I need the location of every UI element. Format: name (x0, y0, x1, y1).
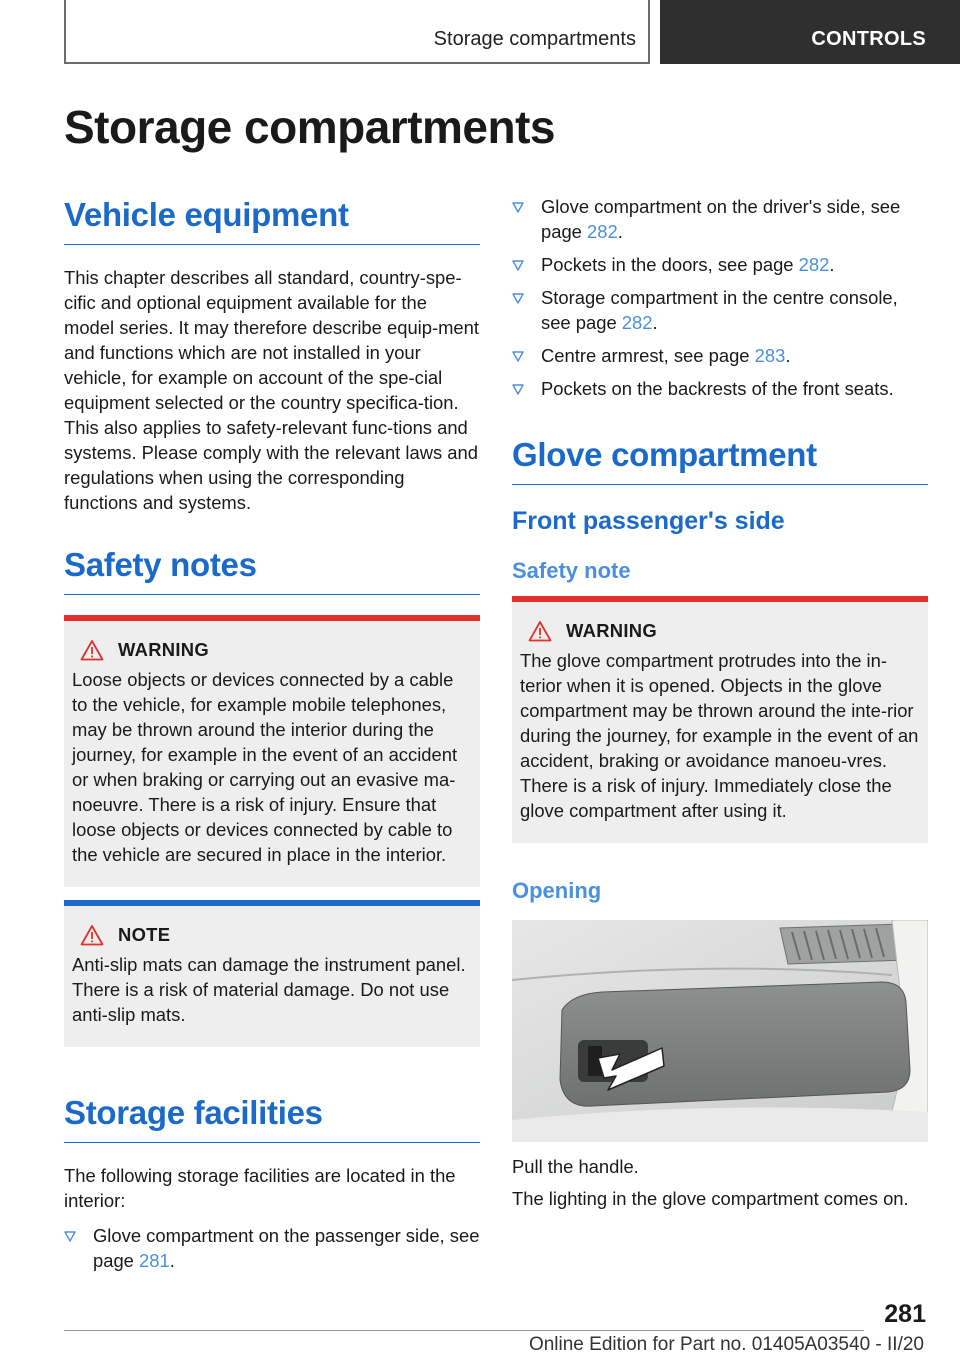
bullet-triangle-icon (512, 293, 524, 304)
list-item: Centre armrest, see page 283. (512, 343, 928, 368)
page-link[interactable]: 281 (139, 1250, 170, 1271)
list-item: Storage compartment in the centre console, see page 282. (512, 285, 928, 335)
warning-text: The glove compartment protrudes into the in-terior when it is opened. Objects in the glove compartment may be thrown around the inte-rior during the journey, for example in the event of an accident, braking or avoidance manoeu-vres. There is a risk of injury. Immediately close the glove compartment after using it. (520, 650, 919, 821)
glove-compartment-section (512, 436, 928, 584)
page-link[interactable]: 283 (754, 345, 786, 366)
note-section (64, 900, 480, 1047)
header-rule-right (648, 0, 650, 64)
page-number: 281 (884, 1300, 926, 1328)
page-link[interactable]: 282 (587, 221, 618, 242)
safety-notes-section (64, 546, 480, 887)
safety-note-heading: Safety note (512, 558, 631, 583)
air-vent (780, 924, 908, 964)
note-text: Anti-slip mats can damage the instrument panel. There is a risk of material damage. Do not use anti-slip mats. (72, 954, 466, 1025)
storage-facilities-intro: The following storage facilities are located in the interior: (64, 1165, 456, 1211)
header-rule-left (64, 0, 66, 64)
safety-notes-heading: Safety notes (64, 546, 480, 595)
page-link[interactable]: 282 (798, 254, 830, 275)
opening-step-2: The lighting in the glove compartment comes on. (512, 1188, 909, 1209)
opening-steps (512, 1154, 928, 1211)
bullet-triangle-icon (512, 351, 524, 362)
bullet-triangle-icon (512, 202, 524, 213)
list-item: Pockets on the backrests of the front seats. (512, 376, 928, 401)
note-label: NOTE (118, 924, 171, 945)
storage-list-right (512, 194, 928, 401)
storage-facilities-section (64, 1094, 480, 1281)
storage-facilities-heading: Storage facilities (64, 1094, 480, 1143)
glove-compartment-illustration (512, 920, 928, 1142)
opening-step-1: Pull the handle. (512, 1156, 639, 1177)
header-chapter-tab (660, 0, 960, 64)
vehicle-equipment-body: This chapter describes all standard, country-spe-cific and optional equipment available for the model series. It may therefore describe equip-ment and functions which are not installed in your vehicle, for example on account of the spe-cial equipment selected or the country specifica-tion. This also applies to safety-relevant func-tions and systems. Please comply with the relevant laws and regulations when using the corresponding functions and systems. (64, 267, 480, 513)
storage-list-left (64, 1223, 480, 1273)
bullet-triangle-icon (512, 384, 524, 395)
warning-text: Loose objects or devices connected by a cable to the vehicle, for example mobile telephones, may be thrown around the interior during the journey, for example in the event of an accident or when braking or carrying out an evasive ma-noeuvre. There is a risk of injury. Ensure that loose objects or devices connected by cable to the vehicle are secured in place in the interior. (72, 669, 458, 865)
list-item: Pockets in the doors, see page 282. (512, 252, 928, 277)
warning-triangle-icon (80, 639, 104, 661)
vehicle-equipment-section (64, 196, 480, 515)
glove-warning-section (512, 596, 928, 843)
note-box (64, 900, 480, 1047)
warning-box (64, 615, 480, 887)
footer-rule (64, 1330, 864, 1331)
warning-triangle-icon (80, 924, 104, 946)
bullet-triangle-icon (512, 260, 524, 271)
warning-box (512, 596, 928, 843)
storage-list-right-section (512, 194, 928, 409)
warning-label: WARNING (566, 620, 657, 641)
opening-section (512, 878, 928, 904)
list-item: Glove compartment on the passenger side, see page 281. (64, 1223, 480, 1273)
page-title: Storage compartments (64, 101, 556, 153)
vehicle-equipment-heading: Vehicle equipment (64, 196, 480, 245)
header-rule-bottom (64, 62, 650, 64)
bullet-triangle-icon (64, 1231, 76, 1242)
opening-heading: Opening (512, 878, 602, 903)
glove-compartment-heading: Glove compartment (512, 436, 928, 485)
footer-edition: Online Edition for Part no. 01405A03540 - II/20 (528, 1334, 924, 1355)
header-section-title: Storage compartments (433, 28, 636, 50)
warning-triangle-icon (528, 620, 552, 642)
front-passenger-side-heading: Front passenger's side (512, 507, 785, 535)
glove-compartment-image (512, 920, 928, 1142)
page-link[interactable]: 282 (621, 312, 653, 333)
header-chapter-label: CONTROLS (811, 28, 926, 50)
warning-label: WARNING (118, 639, 209, 660)
list-item: Glove compartment on the driver's side, see page 282. (512, 194, 928, 244)
